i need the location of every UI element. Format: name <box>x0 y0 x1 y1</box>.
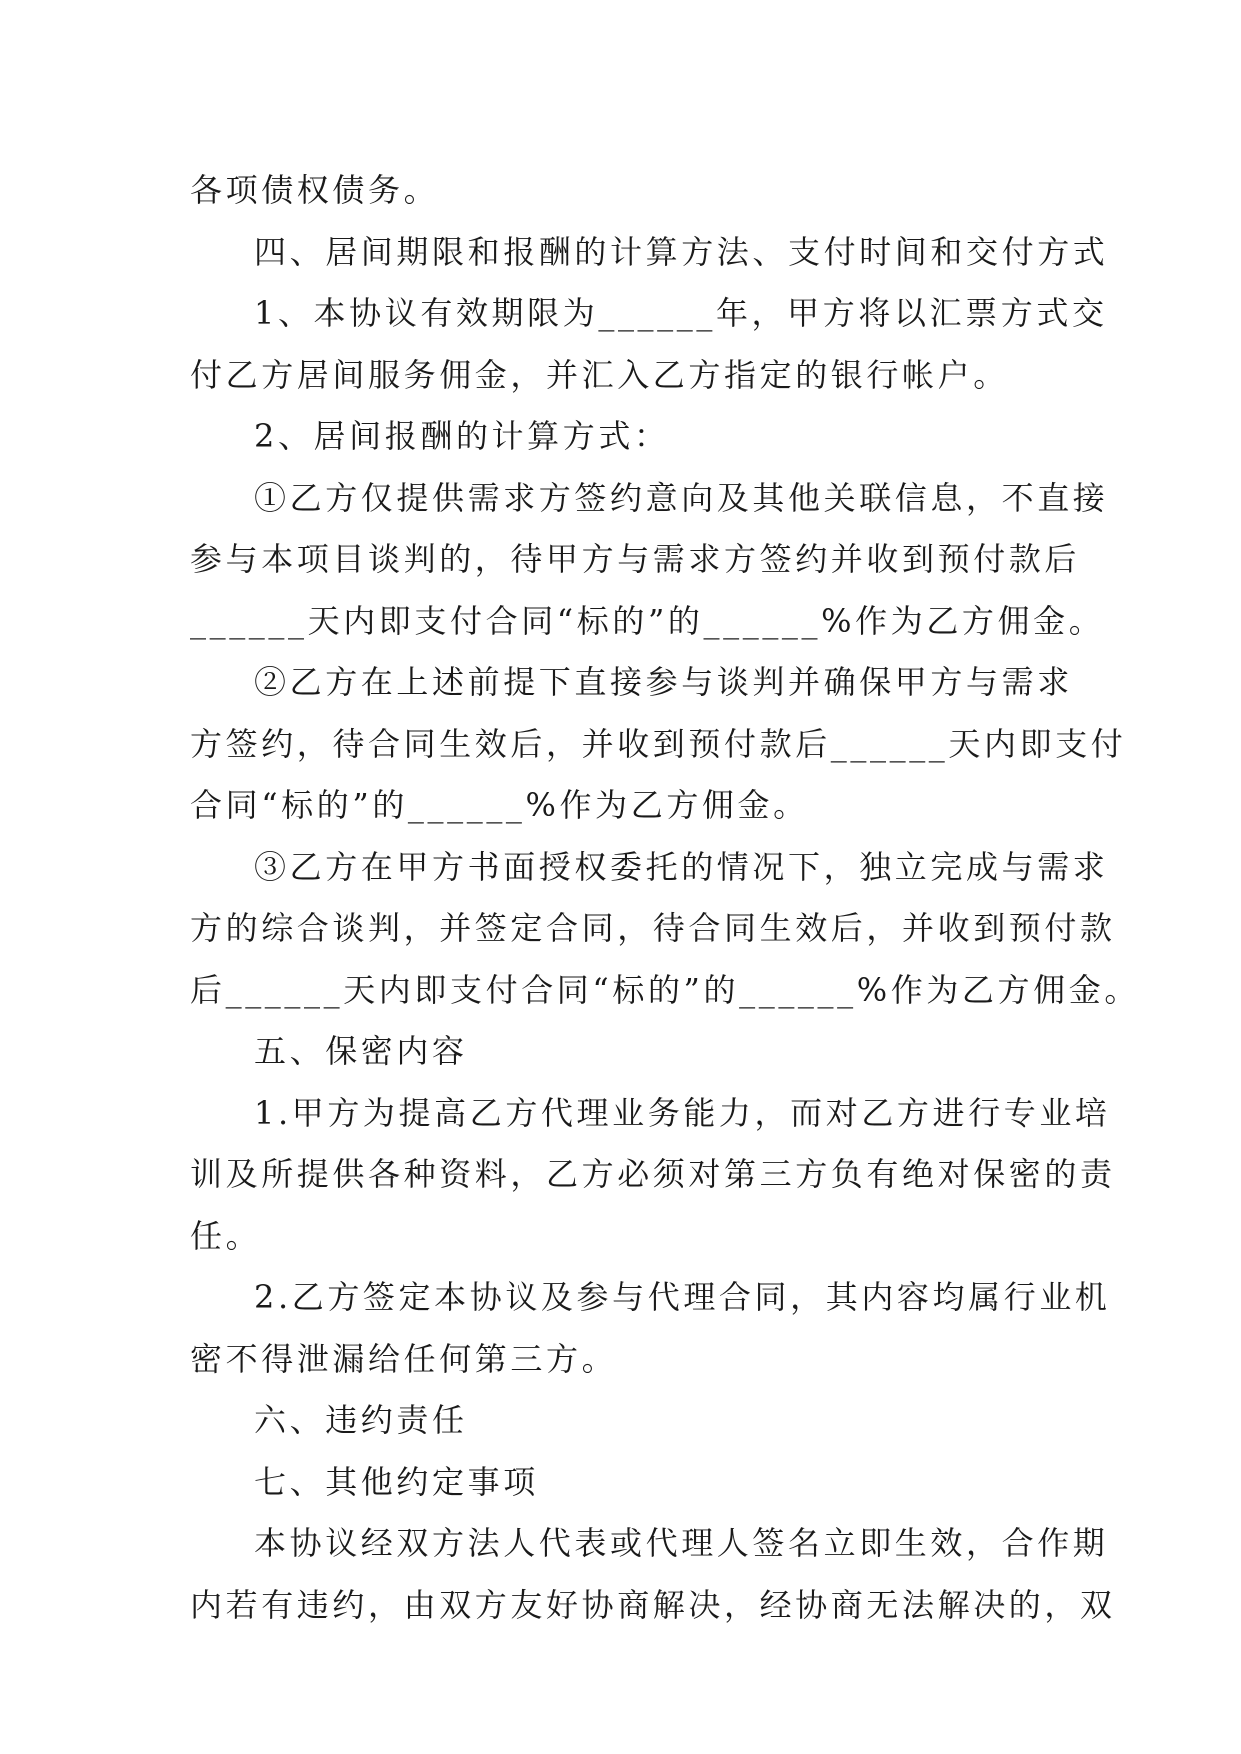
paragraph-line: ③乙方在甲方书面授权委托的情况下，独立完成与需求 <box>254 847 1109 886</box>
paragraph-line: 1、本协议有效期限为______年，甲方将以汇票方式交 <box>254 294 1108 332</box>
paragraph-line: 2.乙方签定本协议及参与代理合同，其内容均属行业机 <box>254 1278 1111 1316</box>
paragraph-line: 密不得泄漏给任何第三方。 <box>190 1339 618 1378</box>
paragraph-line: 2、居间报酬的计算方式： <box>254 417 670 455</box>
paragraph-line: 本协议经双方法人代表或代理人签名立即生效，合作期 <box>254 1524 1109 1562</box>
document-body <box>190 160 1140 1636</box>
paragraph-line: 任。 <box>190 1216 262 1255</box>
paragraph-line: ②乙方在上述前提下直接参与谈判并确保甲方与需求 <box>254 663 1073 701</box>
paragraph-line: 各项债权债务。 <box>190 171 440 209</box>
section-heading-7: 七、其他约定事项 <box>254 1462 539 1501</box>
paragraph-line: ①乙方仅提供需求方签约意向及其他关联信息，不直接 <box>254 478 1109 517</box>
section-heading-5: 五、保密内容 <box>254 1032 468 1070</box>
paragraph-line: 内若有违约，由双方友好协商解决，经协商无法解决的，双 <box>190 1585 1116 1624</box>
paragraph-line: 付乙方居间服务佣金，并汇入乙方指定的银行帐户。 <box>190 355 1009 394</box>
section-heading-4: 四、居间期限和报酬的计算方法、支付时间和交付方式 <box>254 232 1109 271</box>
paragraph-line: 合同“标的”的______%作为乙方佣金。 <box>190 786 809 824</box>
paragraph-line: 训及所提供各种资料，乙方必须对第三方负有绝对保密的责 <box>190 1155 1116 1193</box>
paragraph-line: 1.甲方为提高乙方代理业务能力，而对乙方进行专业培 <box>254 1093 1111 1132</box>
paragraph-line: ______天内即支付合同“标的”的______%作为乙方佣金。 <box>190 601 1105 640</box>
paragraph-line: 方签约，待合同生效后，并收到预付款后______天内即支付 <box>190 724 1127 763</box>
section-heading-6: 六、违约责任 <box>254 1401 468 1439</box>
paragraph-line: 参与本项目谈判的，待甲方与需求方签约并收到预付款后 <box>190 540 1081 578</box>
paragraph-line: 方的综合谈判，并签定合同，待合同生效后，并收到预付款 <box>190 909 1116 947</box>
paragraph-line: 后______天内即支付合同“标的”的______%作为乙方佣金。 <box>190 970 1140 1009</box>
